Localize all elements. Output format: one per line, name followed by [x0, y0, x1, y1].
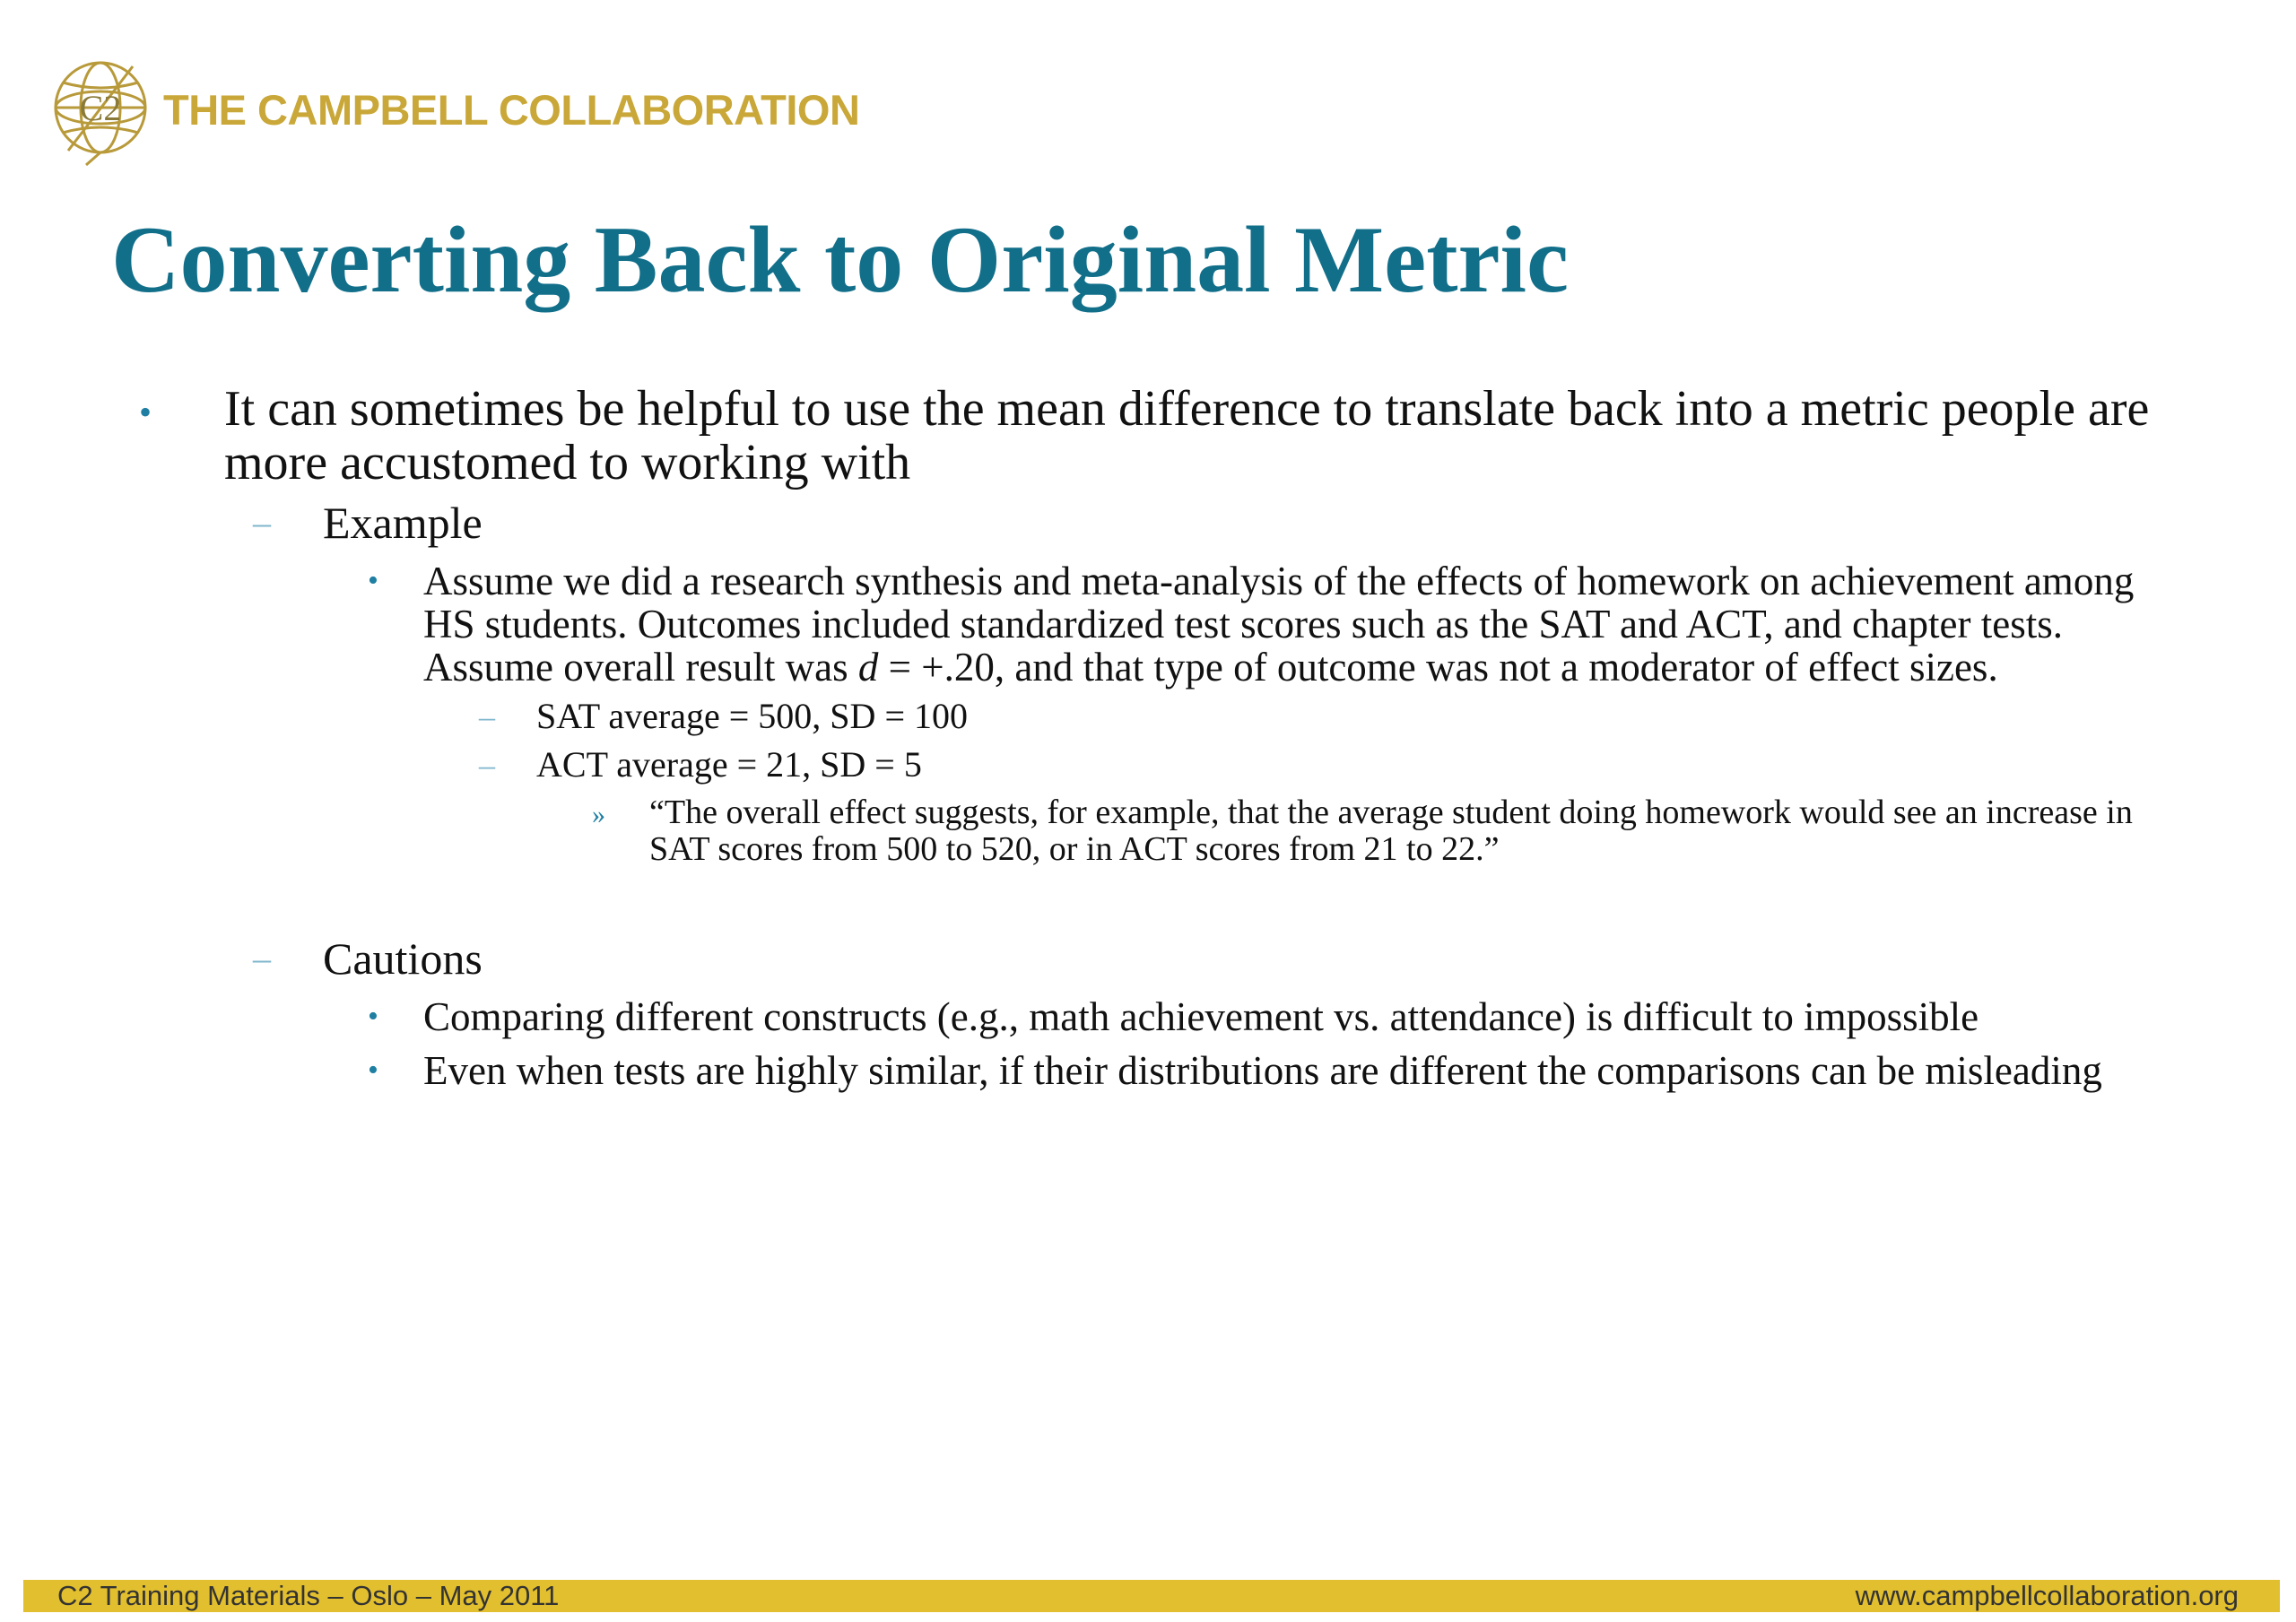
- dash-marker: –: [253, 502, 271, 542]
- dash-marker: –: [479, 698, 495, 734]
- header: [50, 54, 859, 166]
- caution-2-text: Even when tests are highly similar, if their distributions are different the comparisons can be misleading: [423, 1048, 2102, 1093]
- bullet-main-text: It can sometimes be helpful to use the mean difference to translate back into a metric people are more accustomed to working with: [224, 381, 2150, 490]
- bullet-main: [0, 382, 2161, 490]
- caution-item: [0, 1049, 2181, 1092]
- cautions-heading: Cautions: [323, 933, 483, 984]
- org-name: THE CAMPBELL COLLABORATION: [163, 86, 860, 134]
- bullet-marker: •: [368, 1054, 378, 1087]
- cautions-heading-row: [0, 932, 2117, 984]
- sat-line: SAT average = 500, SD = 100: [536, 696, 968, 736]
- sat-line-row: [0, 694, 2151, 739]
- bullet-marker: •: [368, 564, 378, 597]
- effect-size-symbol: d: [857, 645, 879, 690]
- example-heading: Example: [323, 498, 483, 548]
- act-line-row: [0, 742, 2151, 787]
- footer-bar: [23, 1580, 2280, 1612]
- slide-body: [0, 382, 2296, 1092]
- example-text-after-d: = +.20, and that type of outcome was not a moderator of effect sizes.: [878, 645, 1998, 690]
- quote-text: “The overall effect suggests, for example, that the average student doing homework would see an increase in SAT scores from 500 to 520, or in ACT scores from 21 to 22.”: [649, 794, 2133, 868]
- spacer: [0, 868, 2296, 925]
- example-text-before-d: Assume we did a research synthesis and meta-analysis of the effects of homework on achievement among HS students. Outcomes included standardized test scores such as the SAT and ACT, and chapter tests. Assume overall result was: [423, 559, 2135, 690]
- footer-url: www.campbellcollaboration.org: [1855, 1580, 2239, 1611]
- bullet-marker: •: [139, 392, 152, 432]
- example-paragraph: [0, 559, 2181, 689]
- slide-title: Converting Back to Original Metric: [111, 207, 1570, 312]
- campbell-globe-logo-icon: [50, 54, 151, 166]
- chevron-marker: »: [592, 800, 605, 829]
- example-heading-row: [0, 497, 2117, 549]
- quote-row: [0, 794, 2156, 868]
- caution-1-text: Comparing different constructs (e.g., math achievement vs. attendance) is difficult to impossible: [423, 994, 1979, 1039]
- dash-marker: –: [479, 747, 495, 783]
- bullet-marker: •: [368, 1000, 378, 1033]
- footer-left-text: C2 Training Materials – Oslo – May 2011: [57, 1580, 560, 1611]
- dash-marker: –: [253, 938, 271, 978]
- logo-text: C2: [79, 88, 122, 128]
- caution-item: [0, 995, 2181, 1038]
- act-line: ACT average = 21, SD = 5: [536, 744, 922, 785]
